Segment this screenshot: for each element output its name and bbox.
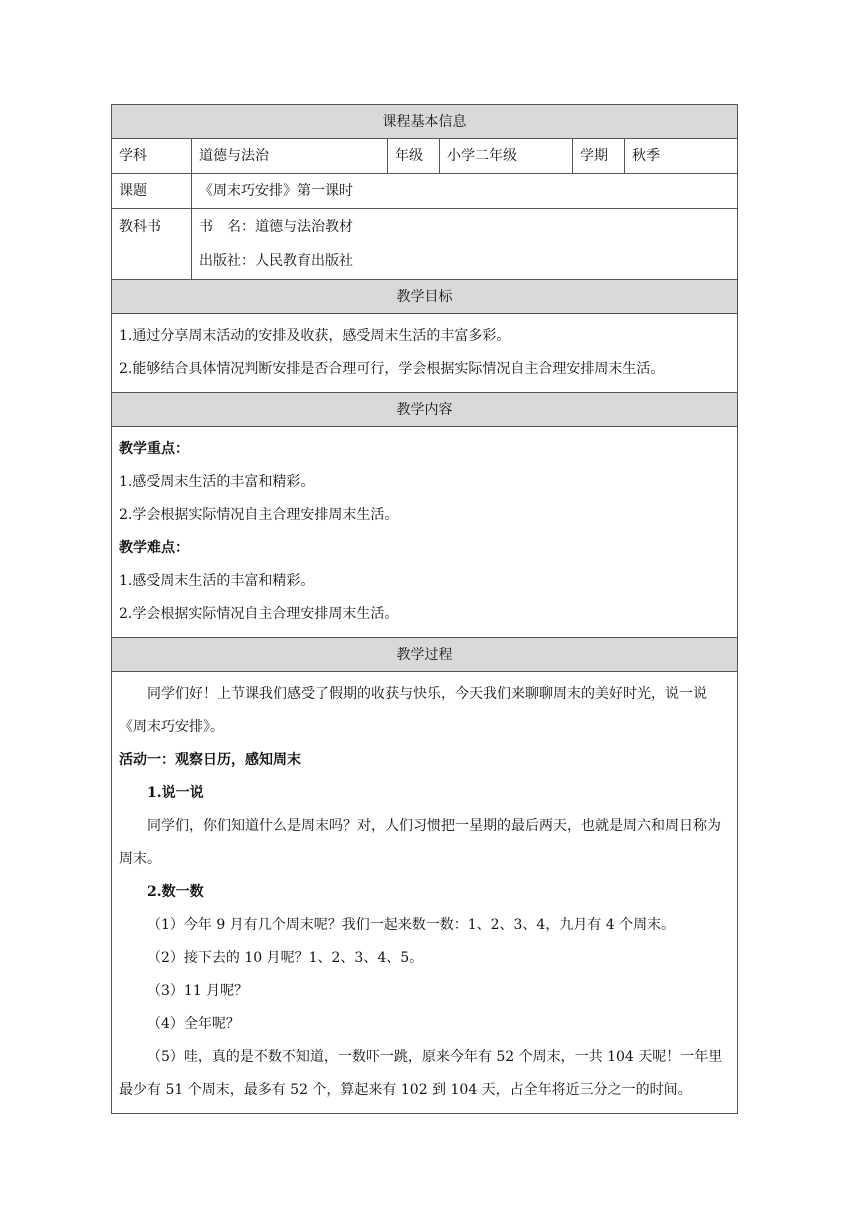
textbook-details	[192, 209, 738, 280]
key-point-item: 1.感受周末生活的丰富和精彩。	[119, 474, 315, 490]
basic-info-header: 课程基本信息	[112, 105, 738, 139]
key-point-item: 2.学会根据实际情况自主合理安排周末生活。	[119, 507, 399, 523]
step-two-item: （5）哇，真的是不数不知道，一数吓一跳，原来今年有 52 个周末，一共 104 天呢！一年里最少有 51 个周末，最多有 52 个，算起来有 102 到 104 天，占全年将近三分之一的时间。	[119, 1049, 723, 1098]
activity-one-title: 活动一：观察日历，感知周末	[119, 752, 301, 768]
step-one-text: 同学们，你们知道什么是周末吗？对，人们习惯把一星期的最后两天，也就是周六和周日称为周末。	[119, 818, 721, 867]
goals-header: 教学目标	[112, 280, 738, 314]
subject-label: 学科	[112, 139, 192, 174]
goal-item: 1.通过分享周末活动的安排及收获，感受周末生活的丰富多彩。	[119, 328, 511, 344]
term-value: 秋季	[625, 139, 738, 174]
grade-value: 小学二年级	[440, 139, 573, 174]
step-one-title: 1.说一说	[147, 785, 204, 801]
process-header: 教学过程	[112, 638, 738, 672]
lesson-plan-sheet	[111, 104, 737, 1114]
goals-body	[112, 314, 738, 393]
difficult-point-item: 2.学会根据实际情况自主合理安排周末生活。	[119, 606, 399, 622]
process-body	[112, 672, 738, 1114]
step-two-title: 2.数一数	[147, 884, 204, 900]
subject-value: 道德与法治	[192, 139, 388, 174]
content-body	[112, 427, 738, 638]
textbook-label: 教科书	[112, 209, 192, 280]
lesson-plan-table	[111, 104, 738, 1114]
difficult-points-title: 教学难点：	[119, 540, 189, 556]
difficult-point-item: 1.感受周末生活的丰富和精彩。	[119, 573, 315, 589]
textbook-publisher: 出版社：人民教育出版社	[199, 253, 353, 269]
goal-item: 2.能够结合具体情况判断安排是否合理可行，学会根据实际情况自主合理安排周末生活。	[119, 361, 665, 377]
term-label: 学期	[573, 139, 625, 174]
process-intro: 同学们好！上节课我们感受了假期的收获与快乐，今天我们来聊聊周末的美好时光，说一说《周末巧安排》。	[119, 686, 707, 735]
step-two-item: （2）接下去的 10 月呢？1、2、3、4、5。	[147, 950, 424, 966]
content-header: 教学内容	[112, 393, 738, 427]
step-two-item: （1）今年 9 月有几个周末呢？我们一起来数一数：1、2、3、4，九月有 4 个周末。	[147, 917, 676, 933]
topic-label: 课题	[112, 174, 192, 209]
grade-label: 年级	[388, 139, 440, 174]
key-points-title: 教学重点：	[119, 441, 189, 457]
step-two-item: （4）全年呢？	[147, 1016, 240, 1032]
step-two-item: （3）11 月呢？	[147, 983, 249, 999]
topic-value: 《周末巧安排》第一课时	[192, 174, 738, 209]
textbook-name: 书 名：道德与法治教材	[199, 219, 353, 235]
